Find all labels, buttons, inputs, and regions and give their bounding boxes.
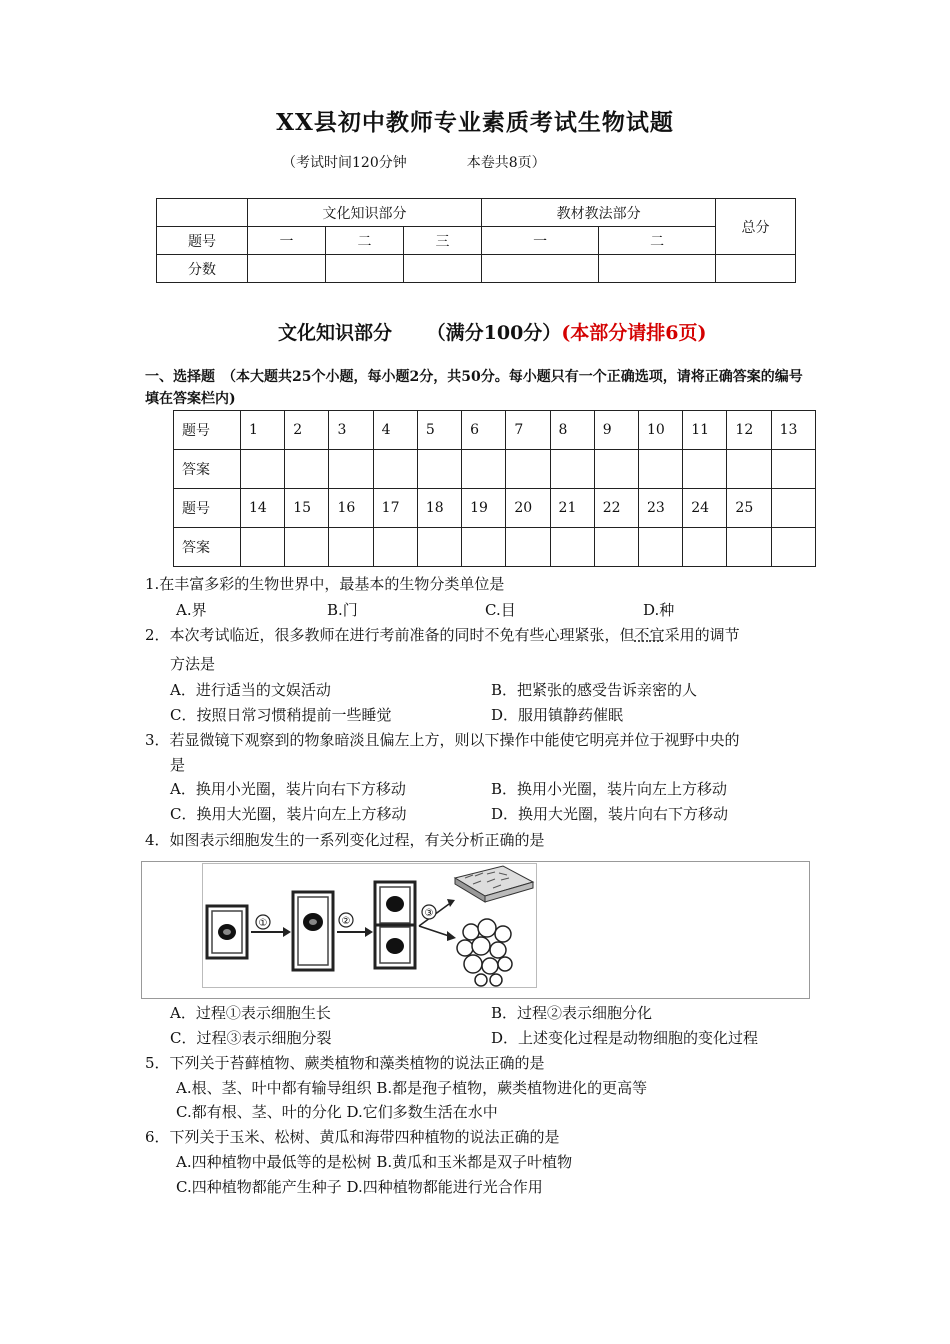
answer-cell[interactable] — [594, 528, 638, 567]
score-cell[interactable] — [482, 255, 599, 283]
score-group-culture: 文化知识部分 — [248, 199, 482, 227]
score-cell[interactable] — [599, 255, 716, 283]
pages-note: 本卷共8页） — [466, 155, 546, 171]
question-4-stem: 4．如图表示细胞发生的一系列变化过程，有关分析正确的是 — [145, 831, 545, 849]
score-total: 总分 — [716, 199, 796, 255]
answer-cell[interactable] — [241, 450, 285, 489]
page-title: XX县初中教师专业素质考试生物试题 — [276, 109, 674, 136]
cell-3 — [375, 882, 415, 968]
answer-cell[interactable] — [550, 528, 594, 567]
answer-label: 题号 — [174, 489, 241, 528]
answer-cell[interactable] — [771, 450, 815, 489]
score-col: 三 — [404, 227, 482, 255]
answer-cell[interactable] — [285, 528, 329, 567]
answer-cell[interactable] — [683, 450, 727, 489]
answer-cell[interactable] — [594, 450, 638, 489]
score-table — [156, 198, 796, 283]
answer-cell[interactable] — [373, 528, 417, 567]
q4-option-d: D．上述变化过程是动物细胞的变化过程 — [491, 1029, 759, 1047]
answer-label: 答案 — [174, 528, 241, 567]
answer-cell[interactable] — [462, 450, 506, 489]
q4-option-b: B．过程②表示细胞分化 — [491, 1004, 653, 1022]
answer-label: 题号 — [174, 411, 241, 450]
score-row-label: 分数 — [157, 255, 248, 283]
answer-label: 答案 — [174, 450, 241, 489]
q6-options-cd: C.四种植物都能产生种子 D.四种植物都能进行光合作用 — [176, 1178, 543, 1196]
question-3-stem: 3．若显微镜下观察到的物象暗淡且偏左上方，则以下操作中能使它明亮并位于视野中央的 — [145, 731, 740, 749]
answer-cell[interactable] — [727, 450, 771, 489]
score-col: 一 — [248, 227, 326, 255]
emphasis-char: 宜 — [649, 626, 665, 644]
step-2-label: ② — [341, 916, 351, 927]
q1-option-d: D.种 — [643, 601, 675, 619]
answer-cell[interactable] — [285, 450, 329, 489]
part-header: 一、选择题 （本大题共25个小题，每小题2分，共50分。每小题只有一个正确选项，请将正确答案的编号填在答案栏内) — [145, 369, 803, 407]
answer-cell[interactable] — [550, 450, 594, 489]
q3-option-b: B．换用小光圈，装片向左上方移动 — [491, 780, 728, 798]
round-cells — [457, 919, 512, 986]
cell-1 — [207, 906, 247, 958]
question-5-stem: 5．下列关于苔藓植物、蕨类植物和藻类植物的说法正确的是 — [145, 1054, 545, 1072]
answer-cell[interactable] — [771, 528, 815, 567]
answer-cell[interactable] — [683, 528, 727, 567]
answer-cell[interactable] — [329, 528, 373, 567]
score-col: 二 — [326, 227, 404, 255]
answer-cell[interactable] — [727, 528, 771, 567]
answer-cell[interactable] — [417, 528, 461, 567]
score-cell[interactable] — [404, 255, 482, 283]
q5-options-ab: A.根、茎、叶中都有输导组织 B.都是孢子植物，蕨类植物进化的更高等 — [176, 1079, 648, 1097]
exam-info — [282, 152, 546, 172]
answer-cell[interactable] — [506, 528, 550, 567]
score-row-label: 题号 — [157, 227, 248, 255]
q1-option-a: A.界 — [176, 601, 207, 619]
score-cell-total[interactable] — [716, 255, 796, 283]
q3-option-d: D．换用大光圈，装片向右下方移动 — [491, 805, 729, 823]
question-2-stem-cont: 方法是 — [170, 655, 216, 673]
step-1-label: ① — [258, 918, 268, 929]
tissue-sheet — [455, 866, 533, 902]
step-3-label: ③ — [424, 908, 434, 919]
question-6-stem: 6．下列关于玉米、松树、黄瓜和海带四种植物的说法正确的是 — [145, 1128, 560, 1146]
q2-option-b: B．把紧张的感受告诉亲密的人 — [491, 681, 698, 699]
section-title: 文化知识部分 （满分100分）(本部分请排6页) — [278, 322, 707, 344]
q5-options-cd: C.都有根、茎、叶的分化 D.它们多数生活在水中 — [176, 1103, 498, 1121]
cell-process-diagram — [203, 864, 536, 987]
answer-table: 题号 1 2 3 4 5 6 7 8 9 10 11 12 13 答案 题号 14 15 16 17 18 19 20 21 22 23 24 25 答案 — [173, 410, 816, 567]
answer-cell[interactable] — [241, 528, 285, 567]
cell-figure — [202, 863, 537, 988]
cell-2 — [293, 892, 333, 970]
score-col: 二 — [599, 227, 716, 255]
emphasis-char: 不 — [634, 626, 650, 644]
q1-option-b: B.门 — [327, 601, 358, 619]
score-cell[interactable] — [326, 255, 404, 283]
q2-option-a: A．进行适当的文娱活动 — [170, 681, 331, 699]
q3-option-a: A．换用小光圈，装片向右下方移动 — [170, 780, 406, 798]
score-cell[interactable] — [248, 255, 326, 283]
time-note: （考试时间120分钟 — [282, 155, 407, 171]
section-note: (本部分请排6页) — [561, 322, 707, 344]
answer-cell[interactable] — [462, 528, 506, 567]
score-col: 一 — [482, 227, 599, 255]
answer-cell[interactable] — [417, 450, 461, 489]
q3-option-c: C．换用大光圈，装片向左上方移动 — [170, 805, 407, 823]
q6-options-ab: A.四种植物中最低等的是松树 B.黄瓜和玉米都是双子叶植物 — [176, 1153, 573, 1171]
score-group-teaching: 教材教法部分 — [482, 199, 716, 227]
answer-cell[interactable] — [638, 528, 682, 567]
q1-option-c: C.目 — [485, 601, 516, 619]
question-1-stem: 1.在丰富多彩的生物世界中，最基本的生物分类单位是 — [145, 575, 505, 593]
answer-cell[interactable] — [506, 450, 550, 489]
answer-cell[interactable] — [638, 450, 682, 489]
q2-option-d: D．服用镇静药催眠 — [491, 706, 624, 724]
question-2-stem: 2．本次考试临近，很多教师在进行考前准备的同时不免有些心理紧张，但不宜采用的调节 — [145, 626, 740, 644]
q4-option-a: A．过程①表示细胞生长 — [170, 1004, 331, 1022]
question-3-stem-cont: 是 — [170, 756, 186, 774]
answer-cell[interactable] — [329, 450, 373, 489]
answer-cell[interactable] — [373, 450, 417, 489]
q2-option-c: C．按照日常习惯稍提前一些睡觉 — [170, 706, 392, 724]
q4-option-c: C．过程③表示细胞分裂 — [170, 1029, 332, 1047]
